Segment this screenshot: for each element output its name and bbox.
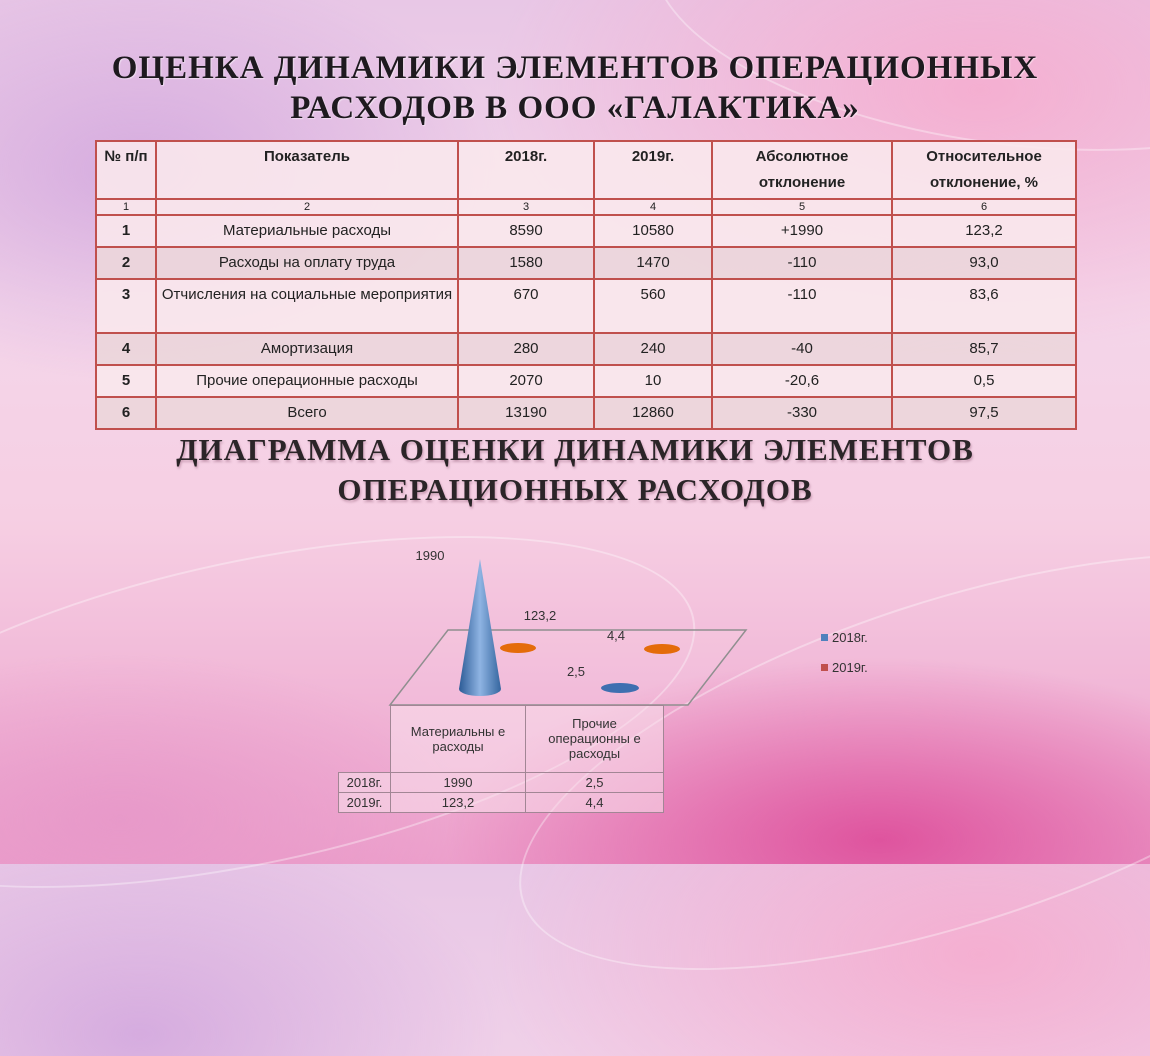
cone-base-2019 xyxy=(644,644,680,654)
absolute-deviation-cell: -110 xyxy=(712,279,892,333)
category-header: Материальны е расходы xyxy=(391,706,526,773)
data-label: 2,5 xyxy=(566,664,586,679)
absolute-deviation-cell: +1990 xyxy=(712,215,892,247)
expenses-table xyxy=(95,140,1077,430)
series-label: 2019г. xyxy=(339,792,391,812)
header-cell: Показатель xyxy=(156,141,458,199)
row-number: 2 xyxy=(96,247,156,279)
table-row xyxy=(96,333,1076,365)
column-number: 5 xyxy=(712,199,892,215)
data-cell: 1990 xyxy=(391,772,526,792)
chart-data-table-header xyxy=(339,706,664,773)
column-number: 6 xyxy=(892,199,1076,215)
data-cell: 123,2 xyxy=(391,792,526,812)
value-2019-cell: 240 xyxy=(594,333,712,365)
value-2018-cell: 1580 xyxy=(458,247,594,279)
table-row xyxy=(96,279,1076,333)
page-title-line: РАСХОДОВ В ООО «ГАЛАКТИКА» xyxy=(290,90,860,126)
table-row xyxy=(96,397,1076,429)
data-label: 4,4 xyxy=(606,628,626,643)
value-2018-cell: 13190 xyxy=(458,397,594,429)
cone-base-2018 xyxy=(601,683,639,693)
relative-deviation-cell: 97,5 xyxy=(892,397,1076,429)
row-number: 1 xyxy=(96,215,156,247)
indicator-cell: Расходы на оплату труда xyxy=(156,247,458,279)
table-header-row xyxy=(96,141,1076,199)
legend-item-2019 xyxy=(821,660,868,675)
category-header: Прочие операционны е расходы xyxy=(526,706,664,773)
column-number: 2 xyxy=(156,199,458,215)
chart-data-table xyxy=(338,705,664,813)
header-cell: Относительное отклонение, % xyxy=(892,141,1076,199)
data-label: 1990 xyxy=(415,548,445,563)
absolute-deviation-cell: -330 xyxy=(712,397,892,429)
value-2019-cell: 10580 xyxy=(594,215,712,247)
header-cell: Абсолютное отклонение xyxy=(712,141,892,199)
value-2019-cell: 560 xyxy=(594,279,712,333)
row-number: 4 xyxy=(96,333,156,365)
absolute-deviation-cell: -40 xyxy=(712,333,892,365)
table-row xyxy=(96,247,1076,279)
legend-label: 2018г. xyxy=(832,630,868,645)
page-title xyxy=(0,48,1150,128)
value-2019-cell: 1470 xyxy=(594,247,712,279)
series-label: 2018г. xyxy=(339,772,391,792)
chart-data-table-row xyxy=(339,772,664,792)
row-number: 5 xyxy=(96,365,156,397)
table-row xyxy=(96,365,1076,397)
chart-title-line: ОПЕРАЦИОННЫХ РАСХОДОВ xyxy=(337,472,813,507)
absolute-deviation-cell: -110 xyxy=(712,247,892,279)
value-2018-cell: 280 xyxy=(458,333,594,365)
indicator-cell: Всего xyxy=(156,397,458,429)
absolute-deviation-cell: -20,6 xyxy=(712,365,892,397)
row-number: 6 xyxy=(96,397,156,429)
header-cell: 2018г. xyxy=(458,141,594,199)
chart-data-table-row xyxy=(339,792,664,812)
header-cell: 2019г. xyxy=(594,141,712,199)
relative-deviation-cell: 93,0 xyxy=(892,247,1076,279)
legend-item-2018 xyxy=(821,630,868,645)
data-cell: 2,5 xyxy=(526,772,664,792)
table-row xyxy=(96,215,1076,247)
empty-corner-cell xyxy=(339,706,391,773)
page-title-line: ОЦЕНКА ДИНАМИКИ ЭЛЕМЕНТОВ ОПЕРАЦИОННЫХ xyxy=(111,50,1039,86)
chart-title xyxy=(0,430,1150,510)
indicator-cell: Прочие операционные расходы xyxy=(156,365,458,397)
data-cell: 4,4 xyxy=(526,792,664,812)
relative-deviation-cell: 85,7 xyxy=(892,333,1076,365)
value-2018-cell: 8590 xyxy=(458,215,594,247)
column-number: 4 xyxy=(594,199,712,215)
column-number: 3 xyxy=(458,199,594,215)
row-number: 3 xyxy=(96,279,156,333)
relative-deviation-cell: 0,5 xyxy=(892,365,1076,397)
value-2018-cell: 670 xyxy=(458,279,594,333)
value-2018-cell: 2070 xyxy=(458,365,594,397)
indicator-cell: Амортизация xyxy=(156,333,458,365)
legend-swatch xyxy=(821,664,828,671)
value-2019-cell: 12860 xyxy=(594,397,712,429)
data-label: 123,2 xyxy=(523,608,557,623)
column-number-row xyxy=(96,199,1076,215)
header-cell: № п/п xyxy=(96,141,156,199)
chart-title-line: ДИАГРАММА ОЦЕНКИ ДИНАМИКИ ЭЛЕМЕНТОВ xyxy=(176,432,974,467)
indicator-cell: Материальные расходы xyxy=(156,215,458,247)
value-2019-cell: 10 xyxy=(594,365,712,397)
cone-base-2019 xyxy=(500,643,536,653)
legend-swatch xyxy=(821,634,828,641)
legend-label: 2019г. xyxy=(832,660,868,675)
cone-2018 xyxy=(459,559,501,696)
relative-deviation-cell: 83,6 xyxy=(892,279,1076,333)
indicator-cell: Отчисления на социальные мероприятия xyxy=(156,279,458,333)
relative-deviation-cell: 123,2 xyxy=(892,215,1076,247)
column-number: 1 xyxy=(96,199,156,215)
